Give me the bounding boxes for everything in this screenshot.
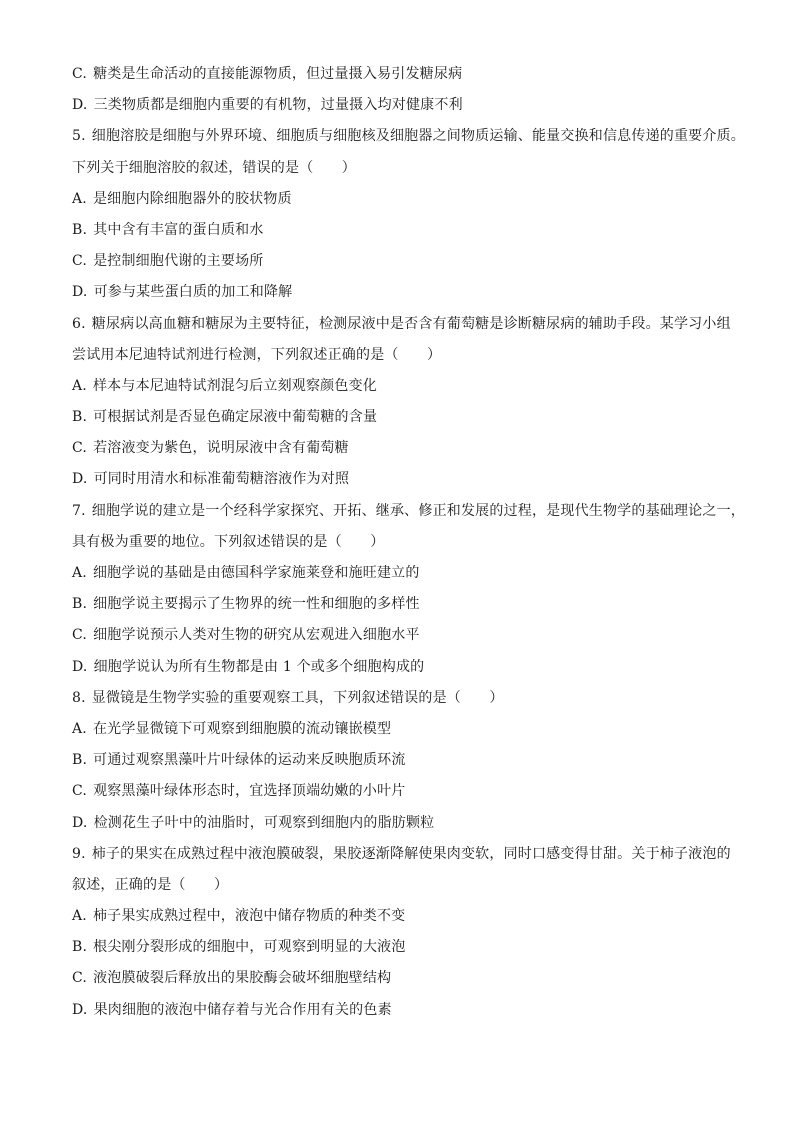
answer-option	[72, 220, 736, 240]
option-letter: D.	[72, 284, 88, 301]
answer-option	[72, 64, 736, 84]
option-text: 检测花生子叶中的油脂时，可观察到细胞内的脂肪颗粒	[93, 814, 435, 831]
answer-option	[72, 625, 736, 645]
option-letter: D.	[72, 658, 88, 675]
answer-option	[72, 95, 736, 115]
option-text: 可通过观察黑藻叶片叶绿体的运动来反映胞质环流	[93, 752, 406, 769]
option-text: 观察黑藻叶绿体形态时，宜选择顶端幼嫩的小叶片	[93, 783, 406, 800]
answer-option	[72, 563, 736, 583]
answer-option	[72, 750, 736, 770]
option-letter: D.	[72, 471, 88, 488]
option-letter: A.	[72, 720, 87, 737]
option-letter: A.	[72, 565, 87, 581]
question-text-continued: 尝试用本尼迪特试剂进行检测，下列叙述正确的是（ ）	[72, 346, 442, 363]
option-letter: C.	[72, 253, 88, 270]
option-letter: D.	[72, 1001, 88, 1018]
question-text-continued: 具有极为重要的地位。下列叙述错误的是（ ）	[72, 533, 385, 550]
question-text: 糖尿病以高血糖和糖尿为主要特征，检测尿液中是否含有葡萄糖是诊断糖尿病的辅助手段。某学习小组	[91, 315, 731, 332]
option-text: 果肉细胞的液泡中储存着与光合作用有关的色素	[93, 1001, 392, 1018]
option-letter: C.	[72, 66, 88, 82]
option-text: 是细胞内除细胞器外的胶状物质	[92, 190, 292, 207]
answer-option	[72, 469, 736, 489]
option-letter: C.	[72, 970, 88, 987]
option-text: 液泡膜破裂后释放出的果胶酶会破坏细胞壁结构	[93, 970, 392, 987]
question-stem	[72, 844, 736, 864]
option-text: 在光学显微镜下可观察到细胞膜的流动镶嵌模型	[92, 720, 392, 737]
option-text: 根尖刚分裂形成的细胞中，可观察到明显的大液泡	[93, 939, 406, 956]
option-letter: C.	[72, 783, 88, 800]
answer-option	[72, 813, 736, 833]
answer-option	[72, 594, 736, 614]
option-text: 样本与本尼迪特试剂混匀后立刻观察颜色变化	[92, 377, 377, 394]
answer-option	[72, 937, 736, 957]
exam-page	[72, 64, 745, 1031]
option-letter: B.	[72, 939, 88, 956]
question-number: 8.	[72, 689, 86, 706]
option-text: 可同时用清水和标准葡萄糖溶液作为对照	[93, 471, 350, 488]
answer-option	[72, 1000, 736, 1020]
question-stem	[72, 126, 745, 146]
answer-option	[72, 438, 736, 458]
option-letter: B.	[72, 221, 88, 238]
option-text: 细胞学说的基础是由德国科学家施莱登和施旺建立的	[92, 565, 420, 581]
question-text-continued: 下列关于细胞溶胶的叙述，错误的是（ ）	[72, 159, 356, 176]
question-text: 显微镜是生物学实验的重要观察工具，下列叙述错误的是（ ）	[91, 689, 504, 706]
option-text: 细胞学说预示人类对生物的研究从宏观进入细胞水平	[93, 627, 420, 644]
answer-option	[72, 719, 736, 739]
option-letter: D.	[72, 97, 88, 114]
answer-option	[72, 968, 736, 988]
question-number: 6.	[72, 315, 86, 332]
option-text: 细胞学说认为所有生物都是由 1 个或多个细胞构成的	[93, 658, 425, 675]
question-number: 5.	[72, 128, 86, 145]
option-text: 柿子果实成熟过程中，液泡中储存物质的种类不变	[92, 908, 406, 925]
option-text: 三类物质都是细胞内重要的有机物，过量摄入均对健康不利	[93, 97, 463, 114]
question-text: 细胞学说的建立是一个经科学家探究、开拓、继承、修正和发展的过程，是现代生物学的基础理论之一，	[91, 502, 745, 519]
option-letter: A.	[72, 190, 87, 207]
option-text: 是控制细胞代谢的主要场所	[93, 253, 264, 270]
option-letter: B.	[72, 596, 88, 613]
question-stem	[72, 688, 736, 708]
question-text: 细胞溶胶是细胞与外界环境、细胞质与细胞核及细胞器之间物质运输、能量交换和信息传递的重要介质。	[91, 128, 745, 145]
option-text: 细胞学说主要揭示了生物界的统一性和细胞的多样性	[93, 596, 420, 613]
option-letter: A.	[72, 377, 87, 394]
answer-option	[72, 376, 736, 396]
option-letter: A.	[72, 908, 87, 925]
answer-option	[72, 282, 736, 302]
answer-option	[72, 781, 736, 801]
question-stem	[72, 501, 745, 521]
option-text: 糖类是生命活动的直接能源物质，但过量摄入易引发糖尿病	[93, 66, 463, 82]
option-letter: B.	[72, 752, 88, 769]
question-stem	[72, 314, 736, 334]
answer-option	[72, 407, 736, 427]
answer-option	[72, 251, 736, 271]
option-text: 可根据试剂是否显色确定尿液中葡萄糖的含量	[93, 409, 378, 426]
option-letter: C.	[72, 440, 88, 457]
answer-option	[72, 657, 736, 677]
question-text-continued: 叙述，正确的是（ ）	[72, 876, 229, 893]
option-letter: B.	[72, 409, 88, 426]
option-text: 可参与某些蛋白质的加工和降解	[93, 284, 293, 301]
option-text: 其中含有丰富的蛋白质和水	[93, 221, 264, 238]
option-letter: D.	[72, 814, 88, 831]
question-number: 9.	[72, 845, 86, 862]
option-text: 若溶液变为紫色，说明尿液中含有葡萄糖	[93, 440, 349, 457]
answer-option	[72, 189, 736, 209]
question-text: 柿子的果实在成熟过程中液泡膜破裂，果胶逐渐降解使果肉变软，同时口感变得甘甜。关于柿子液泡的	[91, 845, 731, 862]
option-letter: C.	[72, 627, 88, 644]
question-number: 7.	[72, 502, 86, 519]
answer-option	[72, 906, 736, 926]
